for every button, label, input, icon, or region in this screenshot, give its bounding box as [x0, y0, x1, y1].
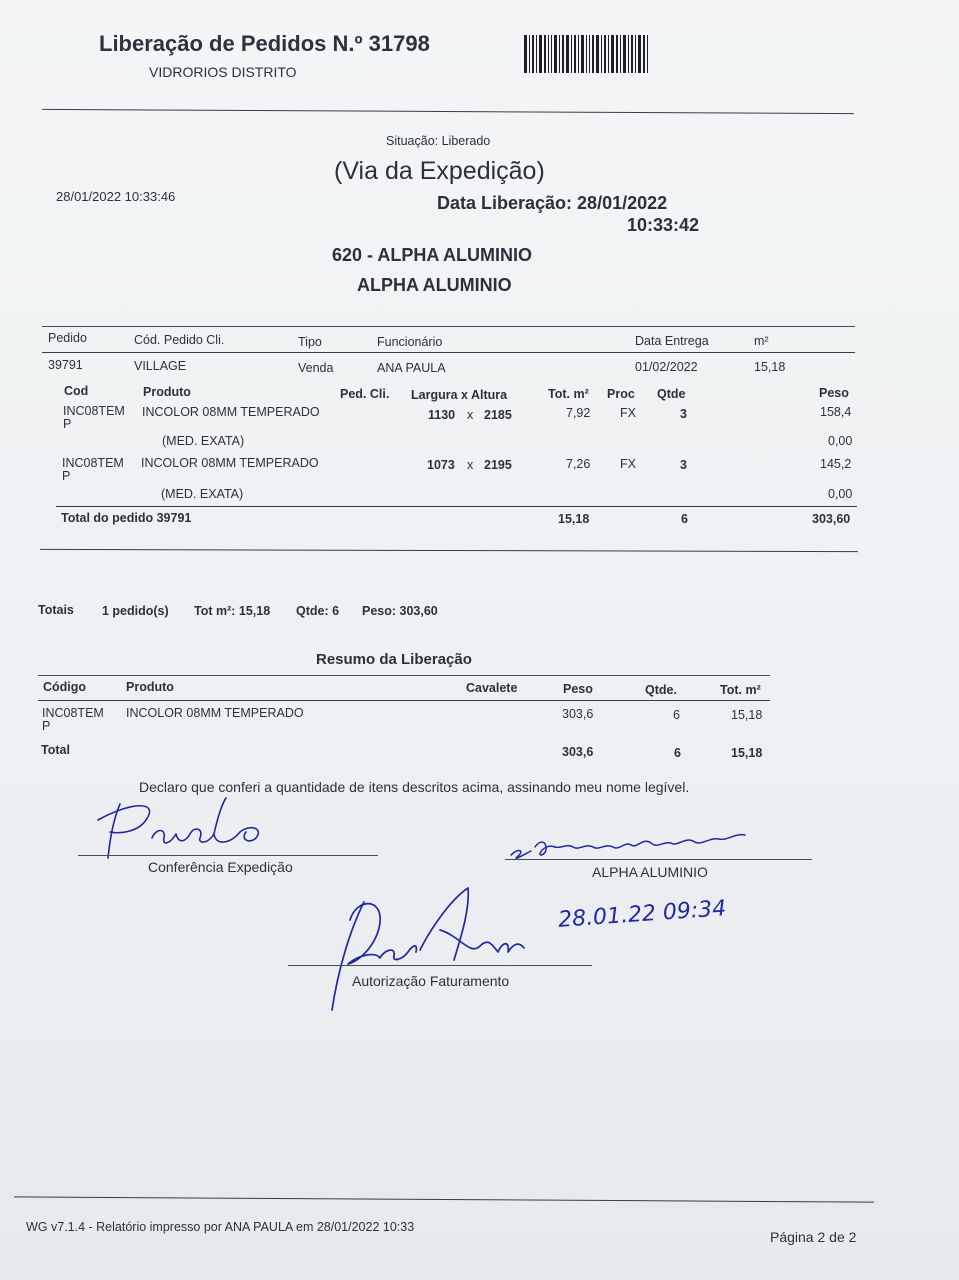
item-produto: INCOLOR 08MM TEMPERADO — [141, 456, 319, 470]
footer-printed-by: WG v7.1.4 - Relatório impresso por ANA PAULA em 28/01/2022 10:33 — [26, 1220, 415, 1234]
order-data-entrega: 01/02/2022 — [635, 360, 698, 374]
client-signature-line — [505, 859, 812, 860]
resumo-row-codigo-cont: P — [42, 719, 51, 733]
document-title: Liberação de Pedidos N.º 31798 — [99, 31, 430, 56]
item-x: x — [467, 408, 474, 422]
item-cod: INC08TEM — [63, 404, 125, 418]
order-m2: 15,18 — [754, 360, 786, 374]
item-x: x — [467, 458, 474, 472]
conferencia-signature — [80, 790, 300, 865]
via-label: (Via da Expedição) — [334, 157, 545, 185]
handwritten-date: 28.01.22 09:34 — [557, 896, 728, 933]
resumo-total-tot-m2: 15,18 — [731, 746, 763, 760]
footer-line — [14, 1196, 874, 1202]
conferencia-line — [78, 855, 378, 856]
resumo-row-codigo: INC08TEM — [42, 706, 104, 720]
order-total-m2: 15,18 — [558, 512, 590, 526]
resumo-col-peso: Peso — [563, 682, 593, 696]
resumo-col-codigo: Código — [43, 680, 87, 694]
item-cod-cont: P — [63, 417, 72, 431]
item-produto: INCOLOR 08MM TEMPERADO — [142, 405, 320, 419]
item-largura: 1130 — [428, 408, 456, 422]
printed-timestamp: 28/01/2022 10:33:46 — [56, 189, 176, 204]
resumo-col-tot-m2: Tot. m² — [720, 683, 761, 697]
data-liberacao: Data Liberação: 28/01/2022 — [437, 193, 668, 213]
conferencia-label: Conferência Expedição — [148, 859, 293, 875]
order-total-line — [56, 506, 857, 507]
barcode — [524, 35, 666, 73]
col-cod-pedido-cli: Cód. Pedido Cli. — [134, 333, 225, 347]
item-largura: 1073 — [427, 458, 455, 472]
autorizacao-label: Autorização Faturamento — [352, 973, 510, 989]
order-pedido: 39791 — [48, 358, 83, 372]
col-funcionario: Funcionário — [377, 335, 443, 349]
totals-label: Totais — [38, 603, 74, 617]
item-cod-cont: P — [62, 469, 71, 483]
resumo-col-cavalete: Cavalete — [466, 681, 518, 695]
item-qtde: 3 — [680, 458, 687, 472]
totals-qtde: Qtde: 6 — [296, 604, 340, 618]
resumo-header-line — [38, 700, 770, 701]
item-col-qtde: Qtde — [657, 387, 686, 401]
item-col-largura-altura: Largura x Altura — [411, 388, 508, 402]
resumo-total-label: Total — [41, 743, 70, 757]
company-name: VIDRORIOS DISTRITO — [149, 64, 297, 80]
item-altura: 2185 — [484, 408, 512, 422]
order-total-peso: 303,60 — [812, 512, 851, 526]
resumo-row-produto: INCOLOR 08MM TEMPERADO — [126, 706, 304, 720]
item-col-peso: Peso — [819, 386, 849, 400]
item-altura: 2195 — [484, 458, 512, 472]
order-top-line — [42, 326, 855, 327]
item-note-peso: 0,00 — [828, 487, 853, 501]
item-peso: 145,2 — [820, 457, 852, 471]
item-peso: 158,4 — [820, 405, 852, 419]
autorizacao-signature — [320, 880, 540, 1020]
item-col-cod: Cod — [64, 384, 89, 398]
order-header-line — [42, 352, 855, 353]
order-funcionario: ANA PAULA — [377, 361, 446, 375]
item-note: (MED. EXATA) — [161, 487, 244, 501]
item-note-peso: 0,00 — [828, 434, 853, 448]
col-pedido: Pedido — [48, 331, 87, 345]
item-note: (MED. EXATA) — [162, 434, 245, 448]
col-m2: m² — [754, 334, 769, 348]
col-data-entrega: Data Entrega — [635, 334, 709, 348]
order-total-qtde: 6 — [681, 512, 688, 526]
item-proc: FX — [620, 406, 636, 420]
client-signature-label: ALPHA ALUMINIO — [592, 864, 708, 880]
totals-pedidos: 1 pedido(s) — [102, 604, 169, 618]
item-cod: INC08TEM — [62, 456, 124, 470]
order-tipo: Venda — [298, 361, 334, 375]
header-divider — [42, 109, 854, 114]
resumo-row-tot-m2: 15,18 — [731, 708, 763, 722]
client-code-name: 620 - ALPHA ALUMINIO — [332, 245, 533, 265]
item-col-tot-m2: Tot. m² — [548, 387, 589, 401]
item-qtde: 3 — [680, 407, 687, 421]
item-proc: FX — [620, 457, 636, 471]
resumo-total-peso: 303,6 — [562, 745, 594, 759]
item-tot-m2: 7,26 — [566, 457, 591, 471]
item-tot-m2: 7,92 — [566, 406, 591, 420]
resumo-total-qtde: 6 — [674, 746, 681, 760]
footer-page-number: Página 2 de 2 — [770, 1229, 857, 1245]
order-bottom-line — [40, 549, 858, 552]
totals-peso: Peso: 303,60 — [362, 604, 438, 618]
data-liberacao-time: 10:33:42 — [627, 215, 700, 235]
resumo-col-produto: Produto — [126, 680, 174, 694]
item-col-proc: Proc — [607, 387, 635, 401]
resumo-col-qtde: Qtde. — [645, 683, 677, 697]
order-total-label: Total do pedido 39791 — [61, 511, 192, 525]
order-cod-pedido-cli: VILLAGE — [134, 359, 187, 373]
resumo-top-line — [38, 675, 770, 676]
autorizacao-line — [288, 965, 592, 966]
situacao-label: Situação: Liberado — [386, 134, 491, 148]
item-col-ped-cli: Ped. Cli. — [340, 387, 390, 401]
resumo-title: Resumo da Liberação — [316, 651, 472, 668]
resumo-row-qtde: 6 — [673, 708, 680, 722]
resumo-row-peso: 303,6 — [562, 707, 594, 721]
client-name: ALPHA ALUMINIO — [357, 275, 512, 295]
totals-m2: Tot m²: 15,18 — [194, 604, 271, 618]
declaration-text: Declaro que conferi a quantidade de itens descritos acima, assinando meu nome legível. — [139, 779, 690, 795]
col-tipo: Tipo — [298, 335, 322, 349]
item-col-produto: Produto — [143, 385, 191, 399]
